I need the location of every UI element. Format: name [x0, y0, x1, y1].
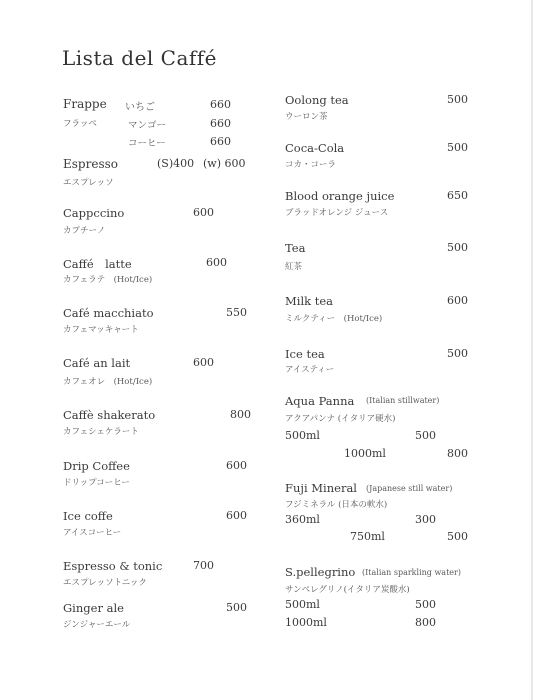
blood-orange-name: Blood orange juice — [285, 189, 395, 203]
aqua-panna-jp: アクアパンナ (イタリア硬水) — [285, 414, 396, 424]
espresso-tonic-name: Espresso & tonic — [63, 559, 163, 573]
cappuccino-jp: カプチーノ — [63, 226, 106, 236]
milk-tea-price: 600 — [447, 294, 468, 307]
aqua-panna-price-2: 800 — [447, 447, 468, 460]
aqua-panna-size-2: 1000ml — [344, 447, 386, 460]
fuji-price-1: 300 — [415, 513, 436, 526]
oolong-price: 500 — [447, 93, 468, 106]
espresso-size-s: (S)400 — [157, 157, 195, 170]
cola-jp: コカ・コーラ — [285, 160, 337, 170]
frappe-flavor-1: いちご — [125, 102, 155, 113]
frappe-flavor-2: マンゴー — [128, 120, 167, 131]
cafe-macchiato-jp: カフェマッキャート — [63, 325, 139, 335]
ginger-ale-jp: ジンジャーエール — [63, 620, 131, 630]
pellegrino-jp: サンペレグリノ(イタリア炭酸水) — [285, 585, 410, 595]
tea-price: 500 — [447, 241, 468, 254]
frappe-jp: フラッペ — [63, 119, 97, 129]
caffe-latte-price: 600 — [206, 256, 227, 269]
oolong-jp: ウーロン茶 — [285, 112, 328, 122]
milk-tea-jp: ミルクティー (Hot/Ice) — [285, 314, 383, 324]
pellegrino-size-1: 500ml — [285, 598, 320, 611]
ginger-ale-price: 500 — [226, 601, 247, 614]
aqua-panna-name: Aqua Panna — [285, 394, 355, 408]
ginger-ale-name: Ginger ale — [63, 601, 124, 615]
caffe-latte-name: Caffé latte — [63, 257, 132, 271]
espresso-size-w: (w) 600 — [203, 157, 246, 170]
caffe-shakerato-jp: カフェシェケラート — [63, 427, 139, 437]
frappe-name: Frappe — [63, 97, 107, 111]
ice-tea-price: 500 — [447, 347, 468, 360]
espresso-tonic-price: 700 — [193, 559, 214, 572]
cafe-au-lait-price: 600 — [193, 356, 214, 369]
cafe-au-lait-jp: カフェオレ (Hot/Ice) — [63, 377, 153, 387]
caffe-shakerato-price: 800 — [230, 408, 251, 421]
tea-name: Tea — [285, 241, 306, 255]
caffe-latte-jp: カフェラテ (Hot/Ice) — [63, 275, 153, 285]
espresso-jp: エスプレッソ — [63, 178, 114, 188]
cola-name: Coca-Cola — [285, 141, 345, 155]
blood-orange-price: 650 — [447, 189, 468, 202]
pellegrino-size-2: 1000ml — [285, 616, 327, 629]
drip-coffee-name: Drip Coffee — [63, 459, 130, 473]
cafe-macchiato-price: 550 — [226, 306, 247, 319]
aqua-panna-size-1: 500ml — [285, 429, 320, 442]
fuji-size-1: 360ml — [285, 513, 320, 526]
cafe-au-lait-name: Café an lait — [63, 356, 131, 370]
ice-coffee-jp: アイスコーヒー — [63, 528, 122, 538]
frappe-flavor-3: コーヒー — [128, 138, 166, 149]
ice-tea-name: Ice tea — [285, 347, 325, 361]
cappuccino-name: Cappccino — [63, 206, 125, 220]
pellegrino-price-1: 500 — [415, 598, 436, 611]
cappuccino-price: 600 — [193, 206, 214, 219]
cafe-macchiato-name: Café macchiato — [63, 306, 154, 320]
pellegrino-note: (Italian sparkling water) — [362, 568, 461, 577]
fuji-jp: フジミネラル (日本の軟水) — [285, 500, 388, 510]
oolong-name: Oolong tea — [285, 93, 349, 107]
ice-coffee-name: Ice coffe — [63, 509, 113, 523]
espresso-tonic-jp: エスプレッソトニック — [63, 578, 147, 588]
fuji-note: (Japanese still water) — [366, 484, 453, 493]
aqua-panna-price-1: 500 — [415, 429, 436, 442]
ice-tea-jp: アイスティー — [285, 365, 335, 375]
tea-jp: 紅茶 — [285, 262, 303, 272]
pellegrino-name: S.pellegrino — [285, 565, 356, 579]
milk-tea-name: Milk tea — [285, 294, 334, 308]
fuji-name: Fuji Mineral — [285, 481, 357, 495]
drip-coffee-jp: ドリップコーヒー — [63, 478, 130, 488]
fuji-size-2: 750ml — [350, 530, 385, 543]
page-title: Lista del Caffé — [62, 46, 218, 70]
espresso-name: Espresso — [63, 157, 118, 171]
blood-orange-jp: ブラッドオレンジ ジュース — [285, 208, 389, 218]
fuji-price-2: 500 — [447, 530, 468, 543]
caffe-shakerato-name: Caffè shakerato — [63, 408, 156, 422]
ice-coffee-price: 600 — [226, 509, 247, 522]
frappe-price-2: 660 — [210, 117, 231, 130]
frappe-price-1: 660 — [210, 98, 231, 111]
pellegrino-price-2: 800 — [415, 616, 436, 629]
frappe-price-3: 660 — [210, 135, 231, 148]
drip-coffee-price: 600 — [226, 459, 247, 472]
cola-price: 500 — [447, 141, 468, 154]
aqua-panna-note: (Italian stillwater) — [366, 396, 440, 405]
